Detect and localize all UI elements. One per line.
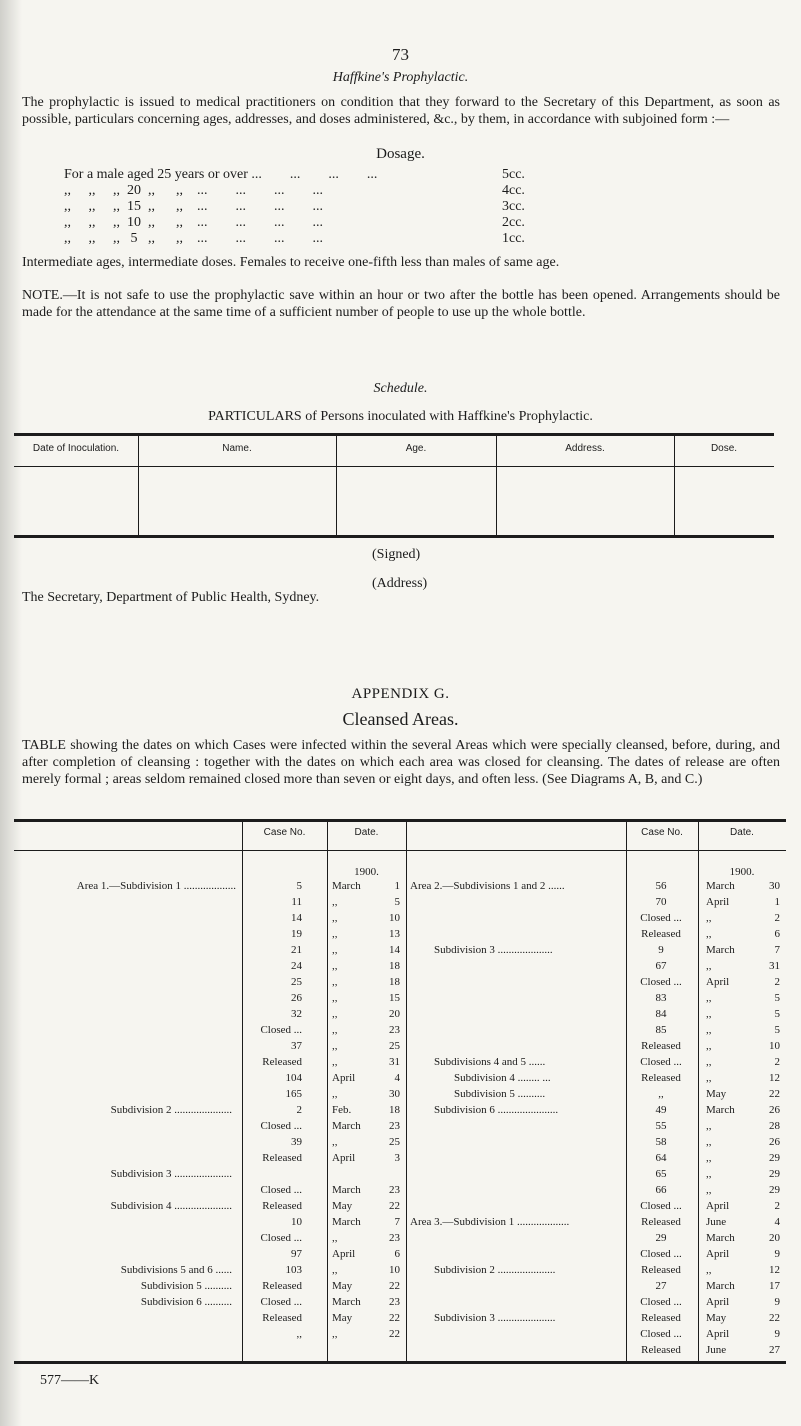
schedule-heading: Schedule. xyxy=(373,381,428,396)
day-cell-left: 18 xyxy=(389,1104,400,1116)
dosage-label: ,, ,, ,, 10 ,, ,, ... ... ... ... xyxy=(64,215,323,230)
month-cell-right: ,, xyxy=(706,1264,712,1276)
month-cell-left: April xyxy=(332,1072,356,1084)
case-cell-left: Released xyxy=(262,1280,302,1292)
form-top-rule xyxy=(14,433,774,436)
appendix-description: TABLE showing the dates on which Cases were infected within the several Areas which were specially cleansed, before, during, and after completion of cleansing : together with the dates on which each area was closed for cleansing. The dates of release are often merely formal ; areas seldom remained closed more than seven or eight days, and often less. (See Diagrams A, B, and C.) xyxy=(22,738,780,787)
month-cell-right: April xyxy=(706,1248,730,1260)
case-cell-right: 64 xyxy=(655,1152,667,1164)
case-cell-right: 56 xyxy=(655,880,667,892)
area-label-right: Area 2.—Subdivisions 1 and 2 ...... xyxy=(410,880,565,892)
dosage-label: ,, ,, ,, 5 ,, ,, ... ... ... ... xyxy=(64,231,323,246)
day-cell-right: 2 xyxy=(774,912,780,924)
area-label-left: Area 1.—Subdivision 1 ................... xyxy=(76,880,236,892)
header-date-right: Date. xyxy=(730,827,754,838)
day-cell-right: 31 xyxy=(769,960,780,972)
day-cell-right: 20 xyxy=(769,1232,780,1244)
header-date-left: Date. xyxy=(354,827,379,838)
month-cell-left: ,, xyxy=(332,992,338,1004)
form-header-name: Name. xyxy=(222,443,252,454)
case-cell-left: 165 xyxy=(285,1088,302,1100)
day-cell-left: 25 xyxy=(389,1040,400,1052)
day-cell-left: 20 xyxy=(389,1008,400,1020)
month-cell-left: ,, xyxy=(332,1056,338,1068)
month-cell-right: April xyxy=(706,896,730,908)
month-cell-right: ,, xyxy=(706,1136,712,1148)
month-cell-right: ,, xyxy=(706,1024,712,1036)
case-cell-right: 65 xyxy=(655,1168,667,1180)
day-cell-right: 5 xyxy=(774,1008,780,1020)
day-cell-left: 4 xyxy=(394,1072,400,1084)
case-cell-left: 32 xyxy=(291,1008,302,1020)
month-cell-right: April xyxy=(706,1200,730,1212)
case-cell-right: 67 xyxy=(655,960,667,972)
day-cell-right: 29 xyxy=(769,1168,780,1180)
month-cell-right: ,, xyxy=(706,1008,712,1020)
area-label-left: Subdivision 2 ..................... xyxy=(110,1104,232,1116)
case-cell-left: 2 xyxy=(296,1104,302,1116)
case-cell-left: Released xyxy=(262,1312,302,1324)
case-cell-right: 27 xyxy=(655,1280,667,1292)
month-cell-left: March xyxy=(332,1216,361,1228)
case-cell-left: ,, xyxy=(296,1328,302,1340)
header-case-no-left: Case No. xyxy=(263,827,306,838)
case-cell-right: Closed ... xyxy=(640,1248,682,1260)
dosage-dose: 4cc. xyxy=(502,183,525,198)
month-cell-right: ,, xyxy=(706,960,712,972)
day-cell-right: 2 xyxy=(774,1056,780,1068)
case-cell-right: 55 xyxy=(655,1120,667,1132)
area-label-left: Subdivisions 5 and 6 ...... xyxy=(120,1264,232,1276)
month-cell-right: March xyxy=(706,1232,735,1244)
day-cell-left: 22 xyxy=(389,1200,400,1212)
form-header-date: Date of Inoculation. xyxy=(32,443,120,454)
day-cell-right: 28 xyxy=(769,1120,780,1132)
day-cell-left: 22 xyxy=(389,1312,400,1324)
case-cell-left: 39 xyxy=(291,1136,302,1148)
month-cell-left: April xyxy=(332,1152,356,1164)
month-cell-left: ,, xyxy=(332,976,338,988)
table-col-divider xyxy=(626,822,627,1361)
case-cell-left: 19 xyxy=(291,928,302,940)
addressee-line: The Secretary, Department of Public Health, Sydney. xyxy=(22,590,320,605)
footer-code: 577——K xyxy=(40,1373,100,1388)
day-cell-right: 9 xyxy=(774,1296,780,1308)
year-left: 1900. xyxy=(354,866,379,878)
day-cell-left: 23 xyxy=(389,1024,400,1036)
day-cell-left: 22 xyxy=(389,1280,400,1292)
case-cell-right: Closed ... xyxy=(640,1296,682,1308)
case-cell-left: Closed ... xyxy=(260,1184,302,1196)
day-cell-left: 6 xyxy=(394,1248,400,1260)
case-cell-left: 103 xyxy=(285,1264,302,1276)
area-label-right: Subdivisions 4 and 5 ...... xyxy=(434,1056,546,1068)
appendix-title: APPENDIX G. xyxy=(351,686,450,702)
day-cell-left: 10 xyxy=(389,912,400,924)
dosage-label: ,, ,, ,, 20 ,, ,, ... ... ... ... xyxy=(64,183,323,198)
dosage-dose: 2cc. xyxy=(502,215,525,230)
day-cell-right: 2 xyxy=(774,976,780,988)
address-line: (Address) xyxy=(372,576,428,591)
case-cell-right: Released xyxy=(641,1264,681,1276)
day-cell-left: 3 xyxy=(394,1152,400,1164)
month-cell-left: ,, xyxy=(332,1136,338,1148)
day-cell-right: 12 xyxy=(769,1072,780,1084)
month-cell-left: ,, xyxy=(332,1264,338,1276)
day-cell-right: 10 xyxy=(769,1040,780,1052)
case-cell-right: Closed ... xyxy=(640,1328,682,1340)
case-cell-left: Closed ... xyxy=(260,1024,302,1036)
day-cell-right: 26 xyxy=(769,1136,780,1148)
day-cell-left: 23 xyxy=(389,1296,400,1308)
day-cell-left: 31 xyxy=(389,1056,400,1068)
table-col-divider xyxy=(698,822,699,1361)
case-cell-right: Closed ... xyxy=(640,912,682,924)
year-right: 1900. xyxy=(729,866,755,878)
day-cell-right: 4 xyxy=(774,1216,780,1228)
month-cell-left: ,, xyxy=(332,1232,338,1244)
case-cell-right: Released xyxy=(641,1216,681,1228)
day-cell-left: 1 xyxy=(394,880,400,892)
case-cell-left: 24 xyxy=(291,960,302,972)
form-header-dose: Dose. xyxy=(710,443,738,454)
day-cell-right: 17 xyxy=(769,1280,780,1292)
month-cell-left: April xyxy=(332,1248,356,1260)
area-label-right: Subdivision 4 ........ ... xyxy=(454,1072,551,1084)
case-cell-right: 84 xyxy=(655,1008,667,1020)
day-cell-left: 5 xyxy=(394,896,400,908)
day-cell-left: 18 xyxy=(389,960,400,972)
case-cell-left: 97 xyxy=(291,1248,302,1260)
month-cell-right: April xyxy=(706,976,730,988)
case-cell-right: Closed ... xyxy=(640,1200,682,1212)
month-cell-right: March xyxy=(706,1104,735,1116)
day-cell-left: 14 xyxy=(389,944,400,956)
month-cell-right: June xyxy=(706,1216,727,1228)
day-cell-left: 23 xyxy=(389,1120,400,1132)
month-cell-right: ,, xyxy=(706,1152,712,1164)
day-cell-right: 12 xyxy=(769,1264,780,1276)
case-cell-left: Released xyxy=(262,1056,302,1068)
month-cell-left: ,, xyxy=(332,928,338,940)
day-cell-right: 7 xyxy=(774,944,780,956)
day-cell-right: 6 xyxy=(774,928,780,940)
day-cell-right: 29 xyxy=(769,1184,780,1196)
intro-paragraph: The prophylactic is issued to medical practitioners on condition that they forward to the Secretary of this Department, as soon as possible, particulars concerning ages, addresses, and doses administered, &c., by them, in accordance with subjoined form :— xyxy=(22,95,780,127)
form-header-address: Address. xyxy=(565,443,605,454)
case-cell-left: Closed ... xyxy=(260,1120,302,1132)
inoculation-form-table xyxy=(14,433,774,543)
month-cell-right: April xyxy=(706,1296,730,1308)
day-cell-left: 10 xyxy=(389,1264,400,1276)
area-label-right: Subdivision 5 .......... xyxy=(454,1088,546,1100)
day-cell-right: 9 xyxy=(774,1248,780,1260)
schedule-particulars: PARTICULARS of Persons inoculated with Haffkine's Prophylactic. xyxy=(208,409,593,424)
dosage-label: ,, ,, ,, 15 ,, ,, ... ... ... ... xyxy=(64,199,323,214)
table-col-divider xyxy=(406,822,407,1361)
day-cell-right: 26 xyxy=(769,1104,780,1116)
case-cell-left: 26 xyxy=(291,992,302,1004)
day-cell-right: 30 xyxy=(769,880,780,892)
page-number: 73 xyxy=(392,45,409,64)
day-cell-left: 23 xyxy=(389,1232,400,1244)
case-cell-left: 37 xyxy=(291,1040,302,1052)
month-cell-right: ,, xyxy=(706,992,712,1004)
dosage-table xyxy=(64,167,564,247)
area-label-right: Subdivision 3 .................... xyxy=(434,944,553,956)
case-cell-right: Closed ... xyxy=(640,1056,682,1068)
case-cell-left: 104 xyxy=(285,1072,302,1084)
day-cell-right: 5 xyxy=(774,992,780,1004)
signed-line: (Signed) xyxy=(372,547,421,562)
month-cell-right: May xyxy=(706,1312,727,1324)
month-cell-right: ,, xyxy=(706,1056,712,1068)
appendix-subtitle: Cleansed Areas. xyxy=(342,709,459,729)
day-cell-left: 18 xyxy=(389,976,400,988)
dosage-dose: 1cc. xyxy=(502,231,525,246)
case-cell-right: Released xyxy=(641,1344,681,1356)
month-cell-right: ,, xyxy=(706,1040,712,1052)
month-cell-left: ,, xyxy=(332,1008,338,1020)
month-cell-left: March xyxy=(332,1296,361,1308)
table-top-rule xyxy=(14,819,786,822)
form-bottom-rule xyxy=(14,535,774,538)
cleansed-areas-table xyxy=(14,819,786,1367)
case-cell-right: Released xyxy=(641,1312,681,1324)
month-cell-left: ,, xyxy=(332,912,338,924)
case-cell-right: 9 xyxy=(658,944,664,956)
month-cell-left: May xyxy=(332,1312,353,1324)
case-cell-right: 58 xyxy=(655,1136,667,1148)
day-cell-right: 27 xyxy=(769,1344,780,1356)
case-cell-right: Closed ... xyxy=(640,976,682,988)
case-cell-right: 66 xyxy=(655,1184,667,1196)
case-cell-left: 11 xyxy=(291,896,302,908)
area-label-left: Subdivision 6 .......... xyxy=(140,1296,232,1308)
case-cell-right: Released xyxy=(641,928,681,940)
form-header-age: Age. xyxy=(405,443,427,454)
month-cell-right: March xyxy=(706,880,735,892)
running-head: Haffkine's Prophylactic. xyxy=(332,70,469,85)
month-cell-left: ,, xyxy=(332,896,338,908)
case-cell-left: 10 xyxy=(291,1216,302,1228)
area-label-right: Subdivision 2 ..................... xyxy=(434,1264,556,1276)
month-cell-right: ,, xyxy=(706,1120,712,1132)
day-cell-right: 22 xyxy=(769,1312,780,1324)
dosage-footer: Intermediate ages, intermediate doses. Females to receive one-fifth less than males of same age. xyxy=(22,255,560,270)
table-bottom-rule xyxy=(14,1361,786,1364)
month-cell-right: ,, xyxy=(706,1168,712,1180)
case-cell-left: Closed ... xyxy=(260,1232,302,1244)
table-header-rule xyxy=(14,850,786,851)
month-cell-left: Feb. xyxy=(332,1104,352,1116)
dosage-dose: 3cc. xyxy=(502,199,525,214)
form-header-rule xyxy=(14,466,774,467)
day-cell-left: 25 xyxy=(389,1136,400,1148)
case-cell-right: 83 xyxy=(655,992,667,1004)
area-label-right: Area 3.—Subdivision 1 ................... xyxy=(410,1216,570,1228)
month-cell-left: May xyxy=(332,1200,353,1212)
case-cell-right: Released xyxy=(641,1072,681,1084)
month-cell-right: April xyxy=(706,1328,730,1340)
case-cell-left: Released xyxy=(262,1152,302,1164)
month-cell-left: March xyxy=(332,880,361,892)
day-cell-left: 13 xyxy=(389,928,400,940)
month-cell-right: June xyxy=(706,1344,727,1356)
area-label-left: Subdivision 3 ..................... xyxy=(110,1168,232,1180)
day-cell-right: 22 xyxy=(769,1088,780,1100)
dosage-dose: 5cc. xyxy=(502,167,525,182)
note-paragraph: NOTE.—It is not safe to use the prophylactic save within an hour or two after the bottle has been opened. Arrangements should be made for the attendance at the same time of a sufficient number of people to use up the whole bottle. xyxy=(22,288,780,320)
month-cell-left: March xyxy=(332,1184,361,1196)
month-cell-right: May xyxy=(706,1088,727,1100)
day-cell-right: 29 xyxy=(769,1152,780,1164)
month-cell-right: ,, xyxy=(706,928,712,940)
area-label-right: Subdivision 6 ...................... xyxy=(434,1104,559,1116)
case-cell-right: Released xyxy=(641,1040,681,1052)
month-cell-left: ,, xyxy=(332,944,338,956)
month-cell-left: May xyxy=(332,1280,353,1292)
case-cell-right: 70 xyxy=(655,896,667,908)
month-cell-left: ,, xyxy=(332,1328,338,1340)
month-cell-right: ,, xyxy=(706,1184,712,1196)
day-cell-right: 5 xyxy=(774,1024,780,1036)
month-cell-left: ,, xyxy=(332,1024,338,1036)
case-cell-left: 14 xyxy=(291,912,302,924)
day-cell-left: 7 xyxy=(394,1216,400,1228)
day-cell-right: 2 xyxy=(774,1200,780,1212)
day-cell-left: 23 xyxy=(389,1184,400,1196)
month-cell-left: ,, xyxy=(332,1088,338,1100)
table-col-divider xyxy=(242,822,243,1361)
case-cell-left: 21 xyxy=(291,944,302,956)
case-cell-left: 5 xyxy=(296,880,302,892)
day-cell-left: 15 xyxy=(389,992,400,1004)
dosage-label: For a male aged 25 years or over ... ... ... ... xyxy=(64,167,378,182)
month-cell-right: ,, xyxy=(706,912,712,924)
area-label-left: Subdivision 4 ..................... xyxy=(110,1200,232,1212)
table-col-divider xyxy=(327,822,328,1361)
day-cell-right: 9 xyxy=(774,1328,780,1340)
month-cell-left: March xyxy=(332,1120,361,1132)
case-cell-right: 85 xyxy=(655,1024,667,1036)
day-cell-left: 30 xyxy=(389,1088,400,1100)
area-label-left: Subdivision 5 .......... xyxy=(140,1280,232,1292)
month-cell-right: March xyxy=(706,944,735,956)
area-label-right: Subdivision 3 ..................... xyxy=(434,1312,556,1324)
month-cell-left: ,, xyxy=(332,960,338,972)
dosage-heading: Dosage. xyxy=(376,146,425,162)
day-cell-right: 1 xyxy=(774,896,780,908)
month-cell-left: ,, xyxy=(332,1040,338,1052)
case-cell-left: Released xyxy=(262,1200,302,1212)
header-case-no-right: Case No. xyxy=(641,827,683,838)
case-cell-left: 25 xyxy=(291,976,302,988)
case-cell-left: Closed ... xyxy=(260,1296,302,1308)
case-cell-right: ,, xyxy=(658,1088,664,1100)
case-cell-right: 49 xyxy=(655,1104,667,1116)
case-cell-right: 29 xyxy=(655,1232,667,1244)
month-cell-right: March xyxy=(706,1280,735,1292)
month-cell-right: ,, xyxy=(706,1072,712,1084)
day-cell-left: 22 xyxy=(389,1328,400,1340)
